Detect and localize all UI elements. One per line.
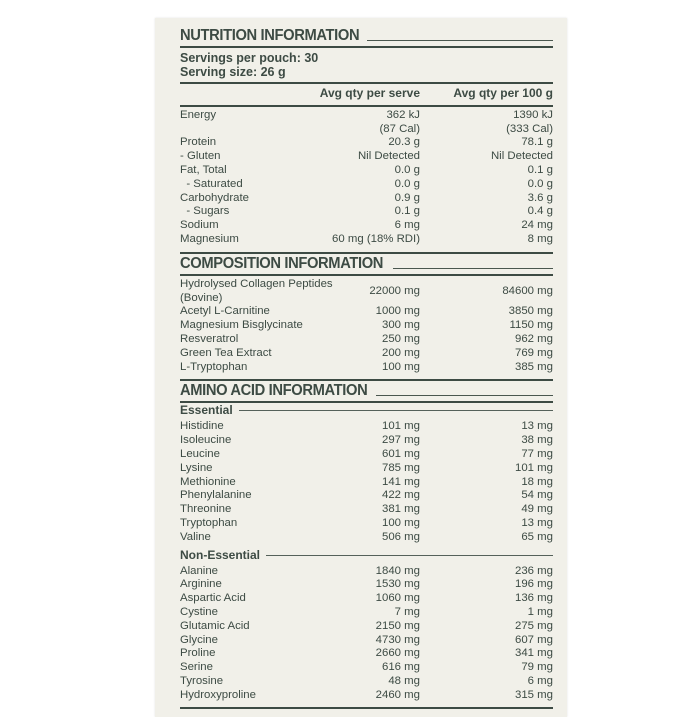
table-row	[180, 347, 553, 361]
row-per-100g-value: 18 mg	[521, 475, 553, 488]
table-row	[180, 503, 553, 517]
nutrition-label-panel	[155, 18, 567, 717]
essential-label: Essential	[180, 403, 233, 418]
column-headers	[180, 84, 553, 103]
table-row	[180, 233, 553, 247]
row-label: Acetyl L-Carnitine	[180, 305, 270, 318]
row-per-100g-value: 236 mg	[515, 564, 553, 577]
row-per-100g-value: 101 mg	[515, 461, 553, 474]
row-per-100g-value: 38 mg	[521, 434, 553, 447]
row-per-serve-value: Nil Detected	[357, 150, 420, 163]
non-essential-amino-table	[180, 563, 553, 706]
title-trailing-rule	[376, 395, 553, 396]
divider	[180, 379, 553, 381]
row-label: Histidine	[180, 420, 224, 433]
row-per-serve-value: 381 mg	[382, 503, 420, 516]
row-label: Fat, Total	[180, 163, 227, 176]
row-per-serve-value: 20.3 g	[388, 136, 420, 149]
table-row	[180, 620, 553, 634]
row-per-100g-value: 0.0 g	[527, 177, 553, 190]
row-label: Carbohydrate	[180, 191, 250, 204]
row-label: Hydroxyproline	[180, 688, 256, 701]
nutrition-table	[180, 107, 553, 250]
title-trailing-rule	[367, 40, 553, 41]
row-per-100g-value: 385 mg	[515, 360, 553, 373]
table-row	[180, 675, 553, 689]
row-label: Valine	[180, 530, 211, 543]
row-per-serve-value: 100 mg	[382, 360, 420, 373]
table-row	[180, 150, 553, 164]
table-row	[180, 448, 553, 462]
row-per-100g-value: 315 mg	[515, 688, 553, 701]
row-per-serve-value: 200 mg	[382, 346, 420, 359]
row-label: Protein	[180, 136, 217, 149]
row-per-serve-value: 48 mg	[388, 674, 420, 687]
non-essential-label: Non-Essential	[180, 547, 261, 562]
row-label: Magnesium Bisglycinate	[180, 319, 303, 332]
row-per-100g-value: 341 mg	[515, 647, 553, 660]
row-per-serve-value: 0.0 g	[394, 177, 420, 190]
row-label: Alanine	[180, 564, 218, 577]
servings-per-pouch: Servings per pouch: 30	[180, 51, 319, 65]
row-per-100g-value: 196 mg	[515, 578, 553, 591]
row-label: Tyrosine	[180, 674, 224, 687]
row-label: Arginine	[180, 578, 222, 591]
composition-section-header	[180, 256, 553, 272]
col-header-per-100g: Avg qty per 100 g	[453, 86, 553, 100]
row-per-100g-value: 79 mg	[521, 661, 553, 674]
composition-title: COMPOSITION INFORMATION	[180, 254, 384, 272]
table-row	[180, 192, 553, 206]
row-per-100g-value: 13 mg	[521, 420, 553, 433]
row-per-serve-value: 100 mg	[382, 516, 420, 529]
table-row	[180, 219, 553, 233]
row-per-100g-value: 1150 mg	[509, 319, 553, 332]
table-row	[180, 178, 553, 192]
table-row	[180, 565, 553, 579]
row-label: Green Tea Extract	[180, 346, 272, 359]
row-per-100g-value: 78.1 g	[521, 136, 553, 149]
row-per-serve-value: 785 mg	[382, 461, 420, 474]
row-per-100g-value: 1390 kJ	[513, 108, 553, 121]
row-per-100g-value: 0.1 g	[527, 163, 553, 176]
amino-section-header	[180, 383, 553, 399]
table-row	[180, 476, 553, 490]
row-per-serve-value: 0.9 g	[394, 191, 420, 204]
row-label: Leucine	[180, 447, 220, 460]
divider	[180, 46, 553, 48]
row-per-100g-value: 136 mg	[515, 592, 553, 605]
row-per-100g-value: 1 mg	[527, 605, 553, 618]
row-per-serve-value: 7 mg	[394, 605, 420, 618]
table-row	[180, 205, 553, 219]
row-per-serve-value: 1840 mg	[375, 564, 420, 577]
row-label: - Sugars	[180, 205, 230, 218]
row-per-serve-value: 0.1 g	[394, 205, 420, 218]
table-row	[180, 517, 553, 531]
row-per-100g-value: 84600 mg	[502, 284, 553, 297]
row-per-100g-value: 3850 mg	[508, 305, 553, 318]
row-per-100g-value: 65 mg	[521, 530, 553, 543]
row-label: Glutamic Acid	[180, 619, 250, 632]
row-label: - Saturated	[180, 177, 243, 190]
row-label: Threonine	[180, 503, 232, 516]
table-row	[180, 634, 553, 648]
row-per-100g-value: 275 mg	[515, 619, 553, 632]
row-per-serve-value: 2660 mg	[375, 647, 420, 660]
row-per-100g-value: Nil Detected	[490, 150, 553, 163]
row-label: Magnesium	[180, 232, 239, 245]
table-row	[180, 647, 553, 661]
row-per-100g-value: 54 mg	[521, 489, 553, 502]
table-row	[180, 164, 553, 178]
row-per-100g-value: 8 mg	[527, 232, 553, 245]
row-per-100g-value: 0.4 g	[527, 205, 553, 218]
nutrition-title: NUTRITION INFORMATION	[180, 27, 360, 44]
table-row	[180, 361, 553, 375]
row-per-100g-value: 962 mg	[515, 332, 553, 345]
row-per-serve-value: 250 mg	[382, 332, 420, 345]
row-per-100g-value: 24 mg	[521, 219, 553, 232]
amino-title: AMINO ACID INFORMATION	[180, 382, 368, 400]
row-label: Methionine	[180, 475, 236, 488]
row-per-serve-value: 4730 mg	[375, 633, 420, 646]
row-per-serve-value: 422 mg	[382, 489, 420, 502]
essential-amino-table	[180, 418, 553, 547]
serving-info	[180, 51, 553, 79]
table-row	[180, 592, 553, 606]
table-row	[180, 109, 553, 123]
row-per-100g-value: (333 Cal)	[506, 122, 553, 135]
row-per-serve-value: 1060 mg	[375, 592, 420, 605]
table-row	[180, 420, 553, 434]
row-per-100g-value: 13 mg	[521, 516, 553, 529]
row-per-100g-value: 3.6 g	[527, 191, 553, 204]
row-label: Isoleucine	[180, 434, 232, 447]
table-row	[180, 123, 553, 137]
table-row	[180, 606, 553, 620]
row-per-100g-value: 607 mg	[515, 633, 553, 646]
subheader-rule	[239, 410, 553, 411]
table-row	[180, 489, 553, 503]
table-row	[180, 434, 553, 448]
row-per-serve-value: 101 mg	[382, 420, 420, 433]
row-label: Glycine	[180, 633, 218, 646]
table-row	[180, 333, 553, 347]
table-row	[180, 578, 553, 592]
row-label: Resveratrol	[180, 332, 239, 345]
row-per-serve-value: 0.0 g	[394, 163, 420, 176]
row-label: Lysine	[180, 461, 213, 474]
row-per-serve-value: 6 mg	[394, 219, 420, 232]
row-label: L-Tryptophan	[180, 360, 248, 373]
composition-table	[180, 276, 553, 378]
row-per-serve-value: 362 kJ	[386, 108, 420, 121]
table-row	[180, 305, 553, 319]
nutrition-section-header	[180, 28, 553, 44]
row-per-serve-value: 2460 mg	[375, 688, 420, 701]
row-label: Serine	[180, 661, 213, 674]
title-trailing-rule	[393, 268, 553, 269]
row-per-serve-value: 22000 mg	[369, 284, 420, 297]
row-label: Sodium	[180, 219, 219, 232]
row-per-serve-value: (87 Cal)	[379, 122, 420, 135]
non-essential-subheader	[180, 548, 553, 563]
row-per-serve-value: 300 mg	[382, 319, 420, 332]
row-per-serve-value: 297 mg	[382, 434, 420, 447]
table-row	[180, 531, 553, 545]
table-row	[180, 278, 553, 306]
row-per-serve-value: 601 mg	[382, 447, 420, 460]
row-per-serve-value: 506 mg	[382, 530, 420, 543]
row-per-serve-value: 616 mg	[382, 661, 420, 674]
bottom-rule	[180, 707, 553, 709]
row-label: Cystine	[180, 605, 218, 618]
table-row	[180, 319, 553, 333]
row-per-serve-value: 60 mg (18% RDI)	[332, 232, 420, 245]
table-row	[180, 462, 553, 476]
col-header-per-serve: Avg qty per serve	[319, 86, 420, 100]
row-label: Hydrolysed Collagen Peptides (Bovine)	[180, 277, 333, 304]
row-per-serve-value: 1000 mg	[375, 305, 420, 318]
row-label: Energy	[180, 108, 217, 121]
row-label: Aspartic Acid	[180, 592, 246, 605]
row-per-serve-value: 141 mg	[382, 475, 420, 488]
serving-size: Serving size: 26 g	[180, 65, 286, 79]
subheader-rule	[266, 555, 553, 556]
row-label: - Gluten	[180, 150, 221, 163]
row-label: Tryptophan	[180, 516, 238, 529]
row-per-100g-value: 6 mg	[527, 674, 553, 687]
table-row	[180, 661, 553, 675]
row-label: Proline	[180, 647, 216, 660]
table-row	[180, 689, 553, 703]
row-per-100g-value: 49 mg	[521, 503, 553, 516]
row-per-serve-value: 2150 mg	[375, 619, 420, 632]
row-per-100g-value: 769 mg	[515, 346, 553, 359]
divider	[180, 252, 553, 254]
essential-subheader	[180, 403, 553, 418]
row-label: Phenylalanine	[180, 489, 252, 502]
table-row	[180, 136, 553, 150]
row-per-serve-value: 1530 mg	[375, 578, 420, 591]
row-per-100g-value: 77 mg	[521, 447, 553, 460]
